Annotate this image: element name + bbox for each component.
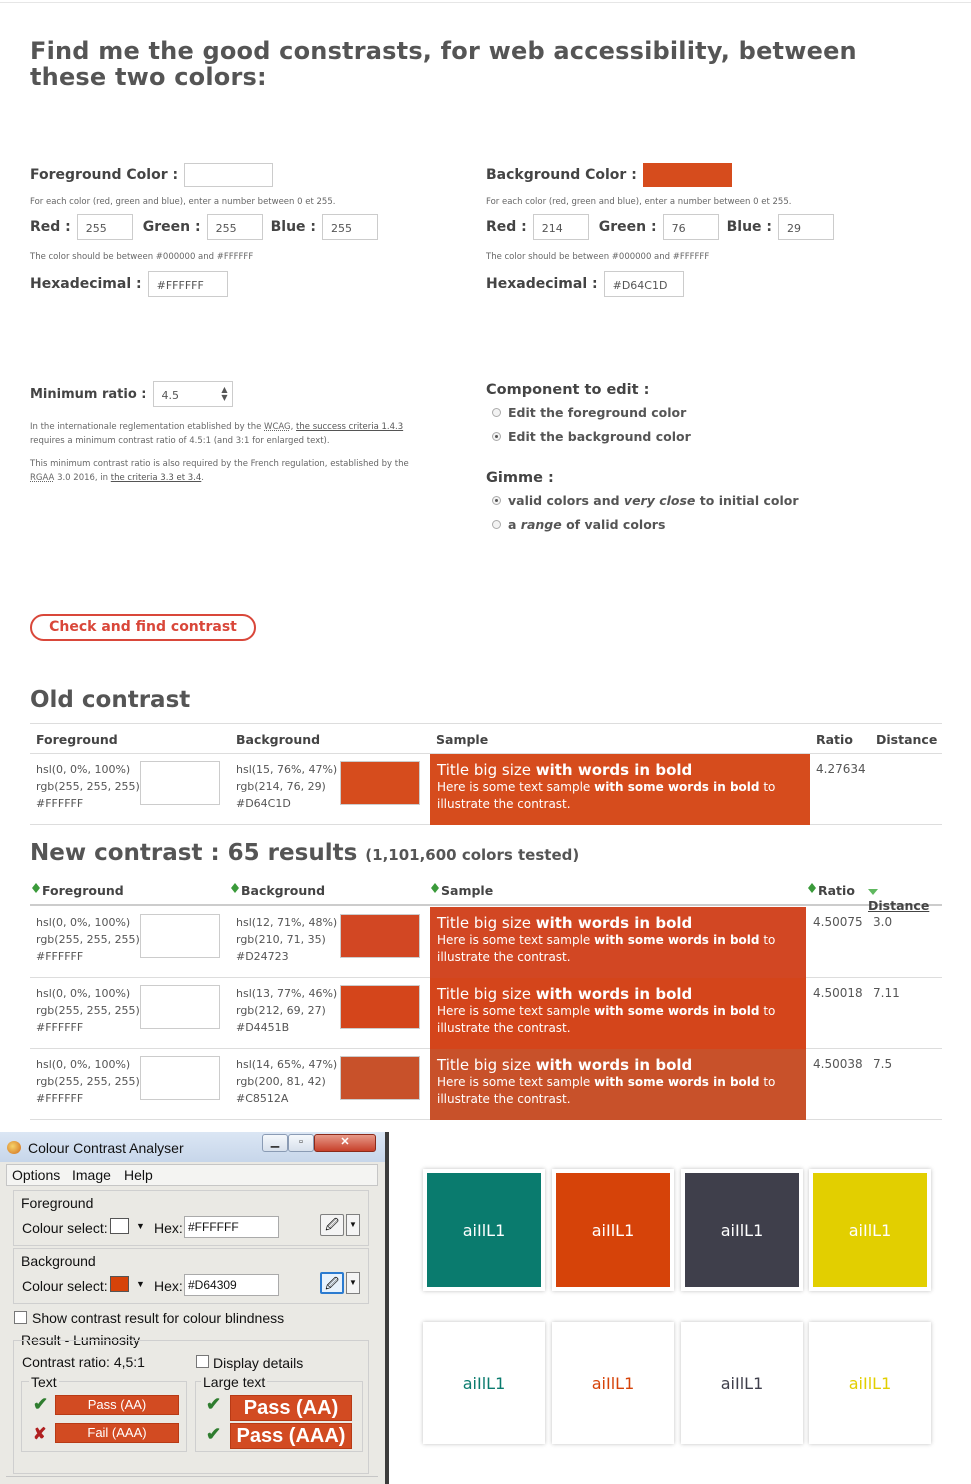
edit-foreground-radio[interactable] [486, 400, 886, 424]
col-sample[interactable] [431, 883, 493, 898]
fg-values [36, 1056, 140, 1107]
background-label: Background Color : [486, 167, 637, 183]
fg-hex: #FFFFFF [36, 950, 84, 963]
red-label: Red : [486, 219, 527, 235]
radio-checked-icon [492, 432, 501, 441]
bg-values [236, 1056, 337, 1107]
sample-body-text: Here is some text sample [437, 1075, 591, 1089]
status-bar [6, 1476, 378, 1484]
sample-body-text: to illustrate the contrast. [437, 780, 776, 811]
fg-color-box [140, 914, 220, 958]
sample-box [430, 978, 806, 1049]
result-group-label: Result - Luminosity [21, 1332, 141, 1348]
col-foreground: Foreground [36, 732, 118, 747]
blue-label: Blue : [270, 219, 317, 235]
app-icon [7, 1141, 21, 1154]
fg-color-box [140, 985, 220, 1029]
ratio-note-wcag [30, 420, 430, 448]
col-background: Background [236, 732, 321, 747]
fg-hsl: hsl(0, 0%, 100%) [36, 916, 131, 929]
ratio-value: 4.50075 [813, 915, 863, 929]
blue-label: Blue : [726, 219, 773, 235]
bg-values [236, 914, 337, 965]
maximize-button[interactable]: ▫ [288, 1134, 314, 1152]
chevron-down-icon[interactable]: ▼ [136, 1221, 145, 1231]
foreground-swatch-input[interactable] [184, 163, 273, 187]
text-tile [681, 1322, 803, 1444]
ratio-select[interactable] [153, 381, 233, 407]
green-label: Green : [142, 219, 201, 235]
fg-values [36, 914, 140, 965]
gimme-label: Gimme : [486, 470, 554, 486]
sample-body-bold: with some words in bold [594, 780, 760, 794]
sort-icon [431, 883, 439, 888]
tile-label: aiIlL1 [591, 1373, 635, 1393]
radio-label: valid colors and [508, 492, 620, 508]
fg-hsl: hsl(0, 0%, 100%) [36, 987, 131, 1000]
sort-icon [808, 883, 816, 888]
ratio-label: Minimum ratio : [30, 386, 147, 402]
fg-hex: #FFFFFF [36, 1021, 84, 1034]
bg-hsl: hsl(15, 76%, 47%) [236, 763, 338, 776]
ratio-value: 4.5 [161, 389, 179, 402]
distance-value: 3.0 [873, 915, 893, 929]
bg-rgb: rgb(200, 81, 42) [236, 1075, 326, 1088]
bg-values [236, 761, 337, 812]
foreground-group-label: Foreground [21, 1195, 94, 1211]
edit-background-radio[interactable] [486, 424, 886, 448]
filled-tile [681, 1169, 803, 1291]
sample-title [437, 761, 803, 779]
sample-title-bold: with words in bold [535, 985, 693, 1003]
red-label: Red : [30, 219, 71, 235]
fg-hsl: hsl(0, 0%, 100%) [36, 763, 131, 776]
note-text: . [201, 473, 204, 483]
sample-box [430, 754, 810, 825]
component-section [486, 382, 886, 536]
col-ratio[interactable] [808, 883, 855, 898]
radio-label: Edit the foreground color [508, 404, 687, 420]
bg-rgb: rgb(212, 69, 27) [236, 1004, 326, 1017]
bg-color-box [340, 985, 420, 1029]
sample-body-text: to illustrate the contrast. [437, 933, 776, 964]
new-contrast-header [30, 875, 942, 913]
tile-label: aiIlL1 [720, 1220, 764, 1240]
sample-body-bold: with some words in bold [594, 1075, 760, 1089]
col-distance: Distance [876, 732, 938, 747]
menu-options[interactable]: Options [12, 1167, 61, 1183]
col-background[interactable] [231, 883, 325, 898]
fg-values [36, 761, 140, 812]
fg-hex: #FFFFFF [36, 797, 84, 810]
sample-box [430, 1049, 806, 1120]
background-hint: For each color (red, green and blue), enter a number between 0 et 255. [486, 197, 792, 207]
fg-values [36, 985, 140, 1036]
gimme-range-radio[interactable] [486, 512, 886, 536]
bg-rgb: rgb(214, 76, 29) [236, 780, 326, 793]
tile-label: aiIlL1 [462, 1220, 506, 1240]
col-distance-label: Distance [868, 898, 930, 913]
sample-body [437, 932, 799, 966]
distance-value: 7.5 [873, 1057, 893, 1071]
foreground-label: Foreground Color : [30, 167, 179, 183]
menu-image[interactable]: Image [72, 1167, 111, 1183]
wcag-abbr: WCAG [264, 422, 291, 432]
colour-select-label: Colour select: [22, 1278, 108, 1294]
background-hex-input[interactable]: #D64C1D [604, 271, 684, 297]
foreground-hint: For each color (red, green and blue), enter a number between 0 et 255. [30, 197, 336, 207]
note-text: In the internationale reglementation etablished by the [30, 422, 262, 432]
sample-body [437, 1074, 799, 1108]
sample-body-text: to illustrate the contrast. [437, 1075, 776, 1106]
sample-body-text: to illustrate the contrast. [437, 1004, 776, 1035]
sample-title-bold: with words in bold [535, 914, 693, 932]
sample-title [437, 914, 799, 932]
foreground-red-input[interactable]: 255 [77, 214, 133, 240]
sample-body [437, 779, 803, 813]
filled-tile [809, 1169, 931, 1291]
ratio-value: 4.27634 [816, 762, 866, 776]
radio-icon [492, 520, 501, 529]
new-contrast-title: New contrast : 65 results [30, 840, 358, 866]
ratio-section [30, 381, 430, 485]
foreground-hex-field[interactable]: #FFFFFF [184, 1216, 279, 1238]
hex-label: Hex: [154, 1220, 183, 1236]
col-ratio-label: Ratio [818, 883, 855, 898]
chevron-down-icon[interactable]: ▼ [136, 1279, 145, 1289]
display-details-label: Display details [213, 1355, 304, 1371]
fg-rgb: rgb(255, 255, 255) [36, 1004, 140, 1017]
sample-title [437, 1056, 799, 1074]
background-group-label: Background [21, 1253, 96, 1269]
sample-title-text: Title big size [437, 1056, 531, 1074]
tile-label: aiIlL1 [462, 1373, 506, 1393]
bg-hex: #C8512A [236, 1092, 289, 1105]
menu-bar [6, 1164, 378, 1186]
large-pass-aa-badge: Pass (AA) [230, 1395, 352, 1421]
chevron-down-icon[interactable]: ▼ [346, 1272, 360, 1294]
hex-label: Hexadecimal : [30, 276, 142, 292]
sort-icon [231, 883, 239, 888]
note-text: , [290, 422, 294, 432]
table-row [30, 1049, 942, 1120]
note-text: 3.0 2016, in [57, 473, 109, 483]
fail-aaa-badge: Fail (AAA) [55, 1423, 179, 1443]
text-group-label: Text [31, 1374, 57, 1390]
sample-title-text: Title big size [437, 985, 531, 1003]
large-text-group-label: Large text [203, 1374, 266, 1390]
large-pass-aaa-badge: Pass (AAA) [230, 1423, 352, 1449]
fg-hsl: hsl(0, 0%, 100%) [36, 1058, 131, 1071]
new-contrast-subtitle: (1,101,600 colors tested) [365, 846, 580, 864]
sample-title-bold: with words in bold [535, 1056, 693, 1074]
note-text: requires a minimum contrast ratio of 4.5:1 (and 3:1 for enlarged text). [30, 436, 330, 446]
sample-body [437, 1003, 799, 1037]
fg-rgb: rgb(255, 255, 255) [36, 780, 140, 793]
sample-title [437, 985, 799, 1003]
bg-values [236, 985, 337, 1036]
background-blue-input[interactable]: 29 [778, 214, 834, 240]
sample-body-bold: with some words in bold [594, 1004, 760, 1018]
new-contrast-heading [30, 840, 579, 866]
hex-label: Hexadecimal : [486, 276, 598, 292]
foreground-hex-hint: The color should be between #000000 and #FFFFFF [30, 252, 254, 262]
colour-contrast-analyser-window [0, 1132, 389, 1484]
bg-rgb: rgb(210, 71, 35) [236, 933, 326, 946]
check-icon: ✔ [33, 1394, 49, 1414]
eyedropper-icon[interactable]: 🖉 [320, 1272, 344, 1294]
close-button[interactable]: ✕ [314, 1134, 376, 1152]
ratio-note-rgaa [30, 457, 415, 485]
colour-select-label: Colour select: [22, 1220, 108, 1236]
sample-body-text: Here is some text sample [437, 1004, 591, 1018]
background-hex-field[interactable]: #D64309 [184, 1274, 279, 1296]
bg-hex: #D4451B [236, 1021, 290, 1034]
radio-label: a [508, 516, 517, 532]
background-colour-swatch[interactable] [110, 1276, 129, 1292]
bg-color-box [340, 1056, 420, 1100]
cross-icon: ✘ [33, 1426, 47, 1443]
filled-tile [552, 1169, 674, 1291]
tile-label: aiIlL1 [591, 1220, 635, 1240]
sample-box [430, 907, 806, 978]
sample-body-bold: with some words in bold [594, 933, 760, 947]
radio-label: of valid colors [566, 516, 666, 532]
colour-blindness-checkbox[interactable] [14, 1311, 27, 1324]
background-hex-hint: The color should be between #000000 and #FFFFFF [486, 252, 710, 262]
page-title: Find me the good constrasts, for web accessibility, between these two colors: [30, 37, 857, 91]
ratio-value: 4.50038 [813, 1057, 863, 1071]
text-tile [552, 1322, 674, 1444]
top-divider [0, 2, 971, 3]
sample-title-bold: with words in bold [535, 761, 693, 779]
col-background-label: Background [241, 883, 326, 898]
bg-hsl: hsl(13, 77%, 46%) [236, 987, 338, 1000]
component-label: Component to edit : [486, 382, 650, 398]
sample-title-text: Title big size [437, 914, 531, 932]
bg-hex: #D64C1D [236, 797, 291, 810]
contrast-ratio: Contrast ratio: 4,5:1 [22, 1354, 145, 1370]
check-contrast-button[interactable]: Check and find contrast [30, 614, 256, 641]
sample-title-text: Title big size [437, 761, 531, 779]
radio-emphasis: range [520, 516, 562, 532]
fg-rgb: rgb(255, 255, 255) [36, 1075, 140, 1088]
col-foreground[interactable] [32, 883, 124, 898]
table-row [30, 978, 942, 1049]
col-ratio: Ratio [816, 732, 853, 747]
green-label: Green : [598, 219, 657, 235]
radio-icon [492, 408, 501, 417]
old-contrast-heading: Old contrast [30, 687, 191, 713]
tile-label: aiIlL1 [848, 1220, 892, 1240]
foreground-blue-input[interactable]: 255 [322, 214, 378, 240]
background-green-input[interactable]: 76 [663, 214, 719, 240]
radio-checked-icon [492, 496, 501, 505]
background-swatch-input[interactable] [643, 163, 732, 187]
window-titlebar [0, 1132, 385, 1162]
fg-rgb: rgb(255, 255, 255) [36, 933, 140, 946]
check-icon: ✔ [206, 1424, 222, 1444]
menu-help[interactable]: Help [124, 1167, 153, 1183]
text-tile [423, 1322, 545, 1444]
radio-emphasis: very close [623, 492, 696, 508]
tile-label: aiIlL1 [720, 1373, 764, 1393]
filled-tile [423, 1169, 545, 1291]
bg-color-box [340, 914, 420, 958]
tile-label: aiIlL1 [848, 1373, 892, 1393]
fg-color-box [140, 761, 220, 805]
sample-body-text: Here is some text sample [437, 933, 591, 947]
background-red-input[interactable]: 214 [533, 214, 589, 240]
text-tile [809, 1322, 931, 1444]
sort-desc-icon [868, 889, 878, 895]
window-title: Colour Contrast Analyser [28, 1140, 184, 1156]
radio-label: to initial color [699, 492, 799, 508]
col-sample: Sample [436, 732, 489, 747]
eyedropper-icon[interactable]: 🖉 [320, 1214, 344, 1236]
sample-body-text: Here is some text sample [437, 780, 591, 794]
note-text: This minimum contrast ratio is also required by the French regulation, established by the [30, 459, 409, 469]
ratio-value: 4.50018 [813, 986, 863, 1000]
distance-value: 7.11 [873, 986, 900, 1000]
bg-hsl: hsl(12, 71%, 48%) [236, 916, 338, 929]
fg-hex: #FFFFFF [36, 1092, 84, 1105]
foreground-hex-input[interactable]: #FFFFFF [148, 271, 228, 297]
rgaa-abbr: RGAA [30, 473, 55, 483]
col-foreground-label: Foreground [42, 883, 124, 898]
pass-aa-badge: Pass (AA) [55, 1395, 179, 1415]
bg-hex: #D24723 [236, 950, 289, 963]
spinner-icon: ▲ ▼ [221, 385, 228, 402]
old-contrast-header [30, 723, 942, 754]
foreground-green-input[interactable]: 255 [207, 214, 263, 240]
colour-blindness-label: Show contrast result for colour blindness [32, 1310, 285, 1326]
gimme-close-radio[interactable] [486, 488, 886, 512]
display-details-checkbox[interactable] [196, 1355, 209, 1368]
bg-color-box [340, 761, 420, 805]
sort-icon [32, 883, 40, 888]
foreground-section [30, 162, 450, 297]
background-section [486, 162, 906, 297]
bg-hsl: hsl(14, 65%, 47%) [236, 1058, 338, 1071]
criteria-link[interactable]: the criteria 3.3 et 3.4 [110, 473, 202, 483]
chevron-down-icon[interactable]: ▼ [346, 1214, 360, 1236]
radio-label: Edit the background color [508, 428, 691, 444]
old-contrast-row [30, 754, 942, 825]
check-icon: ✔ [206, 1394, 222, 1414]
success-criteria-link[interactable]: the success criteria 1.4.3 [296, 422, 404, 432]
col-sample-label: Sample [441, 883, 494, 898]
foreground-colour-swatch[interactable] [110, 1218, 129, 1234]
minimize-button[interactable]: ▁ [262, 1134, 288, 1152]
table-row [30, 907, 942, 978]
hex-label: Hex: [154, 1278, 183, 1294]
fg-color-box [140, 1056, 220, 1100]
